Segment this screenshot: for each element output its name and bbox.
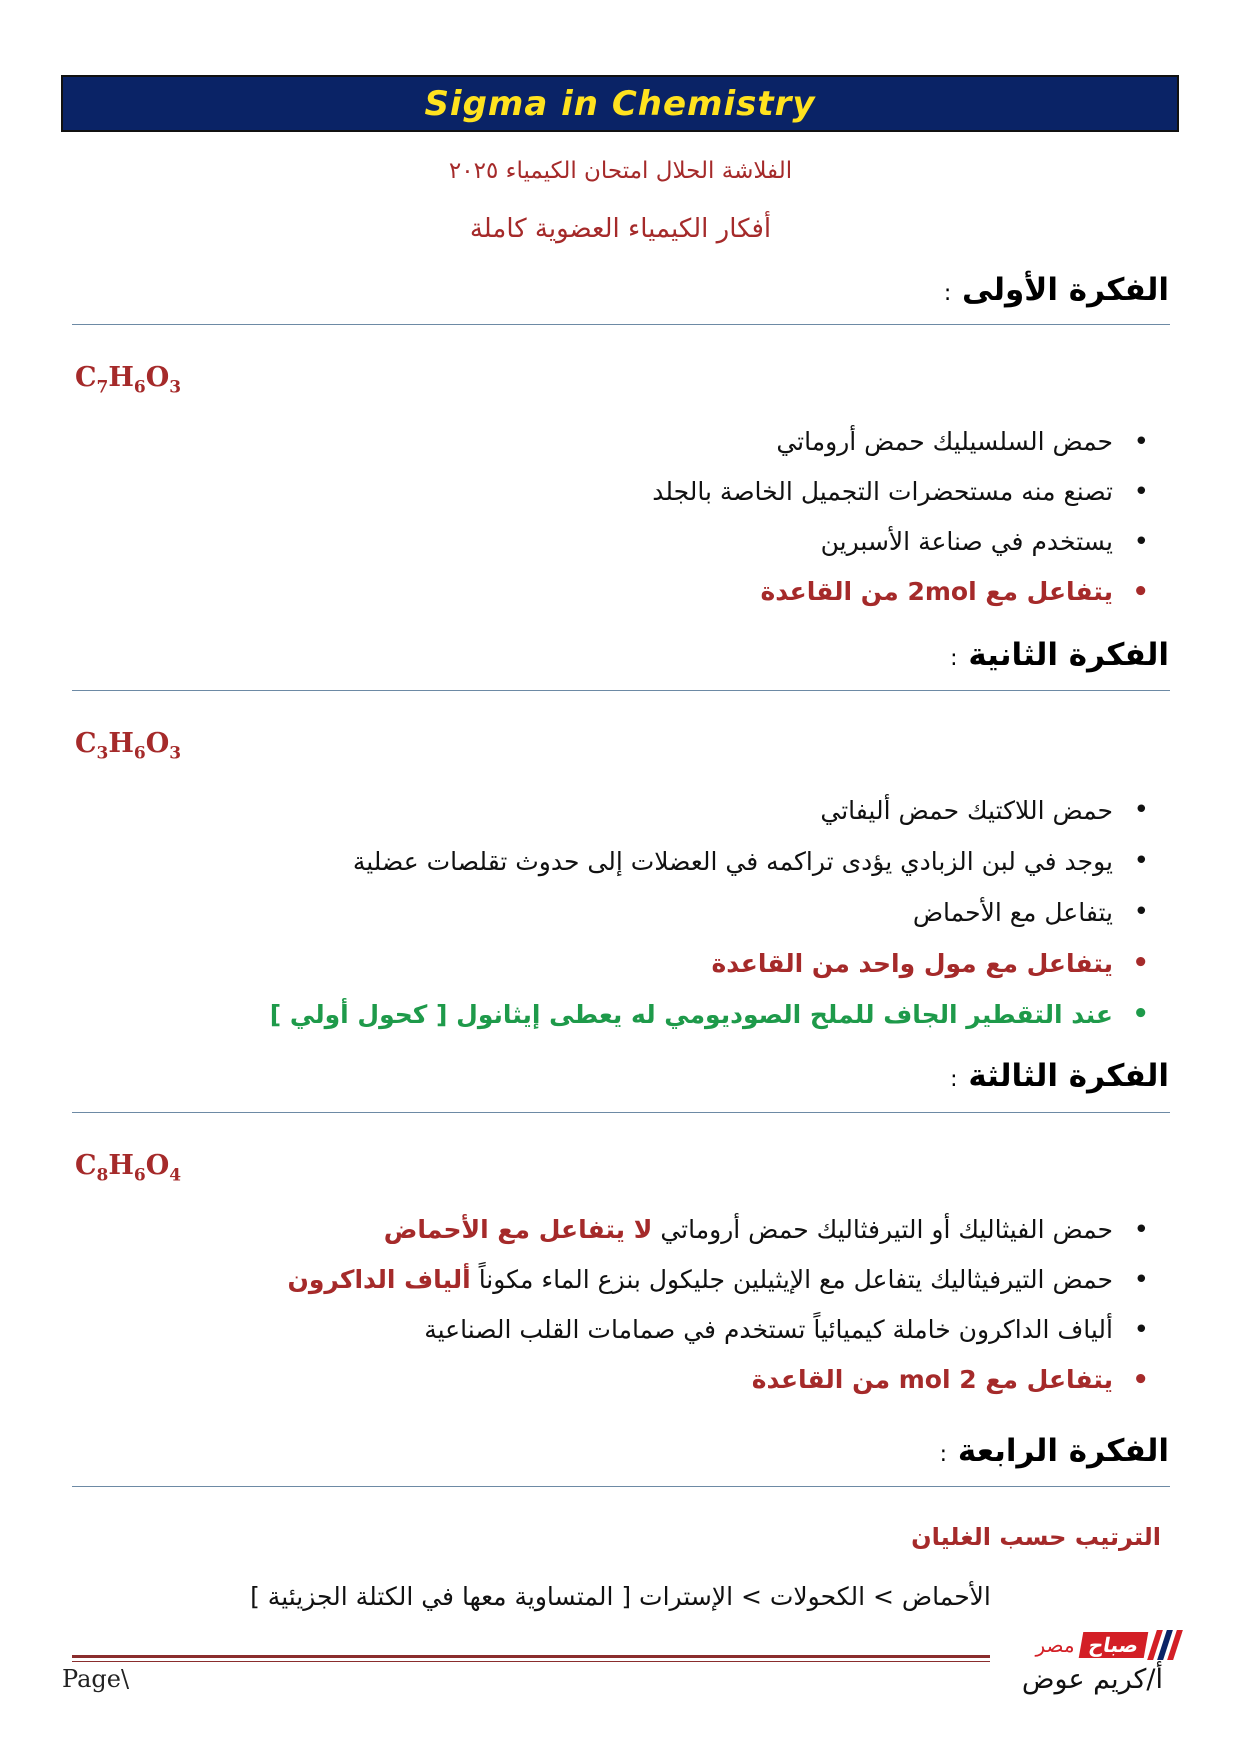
list-item: • يتفاعل مع 2 mol من القاعدة (288, 1355, 1114, 1405)
logo-stripes-icon (1152, 1630, 1178, 1660)
formula-3: $C_8H_6O_4$ (75, 1150, 182, 1186)
footer-divider (72, 1655, 990, 1658)
banner-title: Sigma in Chemistry (424, 83, 816, 124)
list-item: • يستخدم في صناعة الأسبرين (652, 517, 1113, 567)
list-item: • حمض اللاكتيك حمض أليفاتي (270, 785, 1113, 836)
list-item: • حمض الفيثاليك أو التيرفثاليك حمض أروماتي لا يتفاعل مع الأحماض (288, 1205, 1114, 1255)
idea-2-list (270, 785, 1113, 1040)
list-item: • ألياف الداكرون خاملة كيميائياً تستخدم في صمامات القلب الصناعية (288, 1305, 1114, 1355)
idea-3-title: الفكرة الثالثة : (950, 1058, 1169, 1094)
idea-4-title: الفكرة الرابعة : (939, 1433, 1169, 1469)
list-item: • يتفاعل مع الأحماض (270, 887, 1113, 938)
footer-divider-thin (72, 1661, 990, 1662)
idea-2-title: الفكرة الثانية : (950, 637, 1169, 673)
logo-box: صباح (1078, 1632, 1148, 1658)
list-item: • حمض التيرفيثاليك يتفاعل مع الإيثيلين جليكول بنزع الماء مكوناً ألياف الداكرون (288, 1255, 1114, 1305)
logo-text: مصر (1035, 1633, 1075, 1657)
list-item: • حمض السلسيليك حمض أروماتي (652, 417, 1113, 467)
formula-2: $C_3H_6O_3$ (75, 728, 182, 764)
divider (72, 690, 1170, 691)
subtitle-organic: أفكار الكيمياء العضوية كاملة (469, 214, 772, 244)
author-signature: أ/كريم عوض (1021, 1664, 1163, 1695)
list-item: • عند التقطير الجاف للملح الصوديومي له يعطى إيثانول [ كحول أولي ] (270, 989, 1113, 1040)
list-item: • تصنع منه مستحضرات التجميل الخاصة بالجلد (652, 467, 1113, 517)
list-item: • يوجد في لبن الزبادي يؤدى تراكمه في العضلات إلى حدوث تقلصات عضلية (270, 836, 1113, 887)
idea-1-title: الفكرة الأولى : (943, 272, 1169, 308)
boiling-order-line: الأحماض > الكحولات > الإسترات [ المتساوية معها في الكتلة الجزيئية ] (250, 1582, 991, 1611)
divider (72, 1486, 1170, 1487)
divider (72, 324, 1170, 325)
idea-3-list (288, 1205, 1114, 1405)
page-number: Page\ (62, 1665, 130, 1693)
subtitle-exam: الفلاشة الحلال امتحان الكيمياء ٢٠٢٥ (448, 158, 793, 184)
list-item: • يتفاعل مع مول واحد من القاعدة (270, 938, 1113, 989)
boiling-order-title: الترتيب حسب الغليان (911, 1523, 1161, 1551)
list-item: • يتفاعل مع 2mol من القاعدة (652, 567, 1113, 617)
site-logo (988, 1627, 1178, 1663)
divider (72, 1112, 1170, 1113)
idea-1-list (652, 417, 1113, 617)
header-banner (61, 75, 1179, 132)
formula-1: $C_7H_6O_3$ (75, 362, 182, 398)
